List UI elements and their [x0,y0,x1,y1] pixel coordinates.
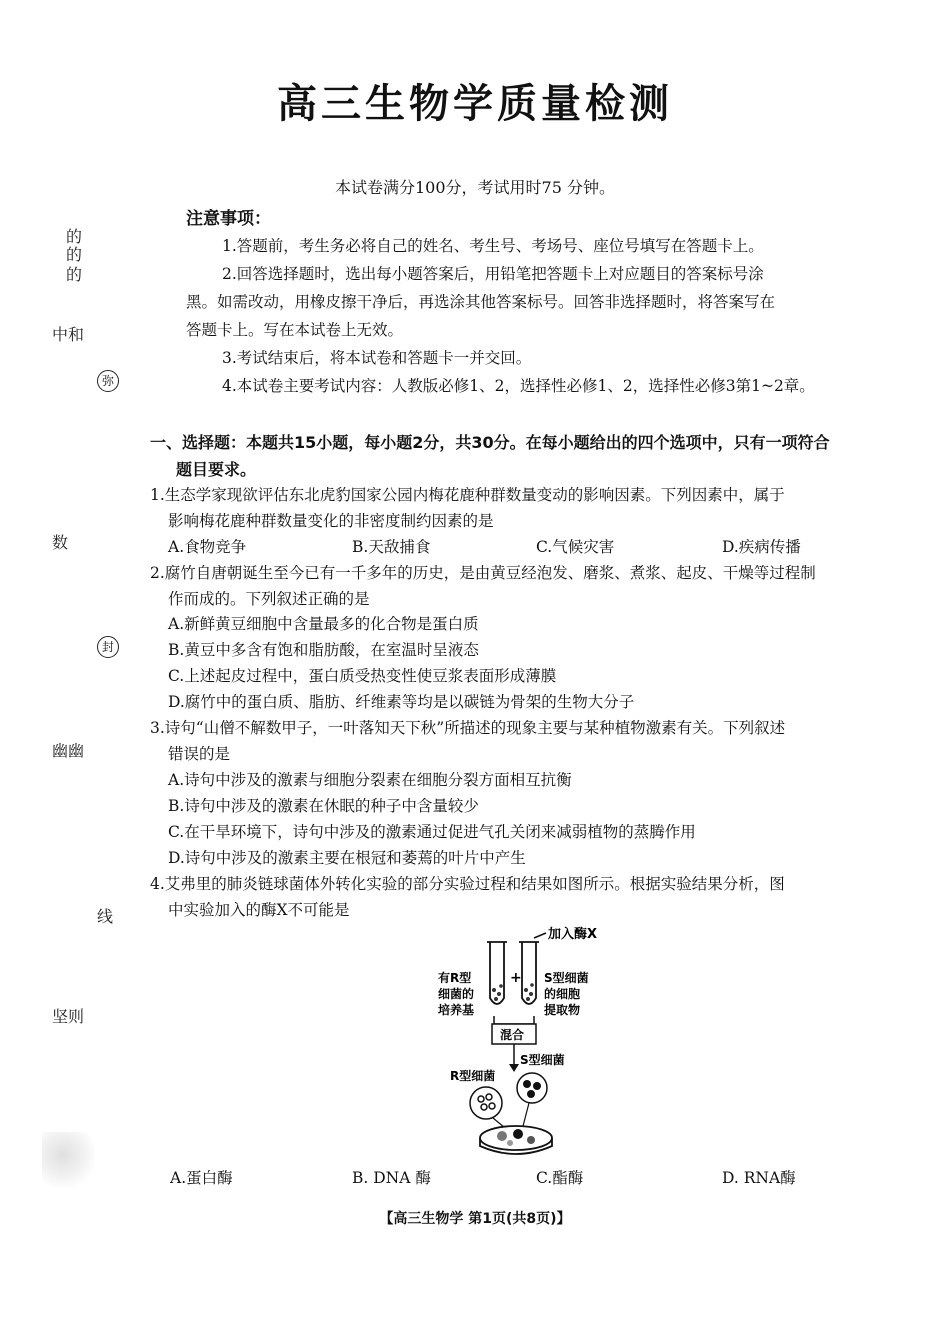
question-4-option-c: C.酯酶 [536,1169,584,1187]
margin-text: 中和 [52,325,85,344]
test-tube-right [522,942,536,1004]
margin-circled-char: 弥 [97,370,119,392]
margin-text: 幽幽 [52,741,85,760]
margin-text: 数 [52,533,69,552]
margin-text: 的 [66,227,83,246]
question-2-stem: 2.腐竹自唐朝诞生至今已有一千多年的历史，是由黄豆经泡发、磨浆、煮浆、起皮、干燥等过程制 [150,564,816,582]
margin-text: 坚则 [52,1007,85,1026]
question-3-option-b: B.诗句中涉及的激素在休眠的种子中含量较少 [168,797,479,815]
question-4-stem: 4.艾弗里的肺炎链球菌体外转化实验的部分实验过程和结果如图所示。根据实验结果分析，图 [150,875,785,893]
margin-text: 的 [66,265,83,284]
question-3-option-c: C.在干旱环境下，诗句中涉及的激素通过促进气孔关闭来减弱植物的蒸腾作用 [168,823,696,841]
question-2-option-a: A.新鲜黄豆细胞中含量最多的化合物是蛋白质 [168,615,479,633]
r-bacteria-label: R型细菌 [450,1069,496,1083]
question-1-option-d: D.疾病传播 [722,538,801,556]
r-medium-label-1: 有R型 [438,971,472,985]
r-colony-zoom [470,1087,502,1119]
question-2-stem-cont: 作而成的。下列叙述正确的是 [168,590,370,608]
enzyme-arrow [534,933,546,938]
question-2-option-c: C.上述起皮过程中，蛋白质受热变性使豆浆表面形成薄膜 [168,667,557,685]
question-4-stem-cont: 中实验加入的酶X不可能是 [168,901,350,919]
question-1-option-c: C.气候灾害 [536,538,615,556]
page-title: 高三生物学质量检测 [277,81,673,127]
s-extract-label-3: 提取物 [544,1003,581,1017]
question-3-stem: 3.诗句“山僧不解数甲子，一叶落知天下秋”所描述的现象主要与某种植物激素有关。下列叙述 [150,719,786,737]
question-1-stem: 1.生态学家现欲评估东北虎豹国家公园内梅花鹿种群数量变动的影响因素。下列因素中，属于 [150,486,785,504]
question-2-option-b: B.黄豆中多含有饱和脂肪酸，在室温时呈液态 [168,641,479,659]
s-bacteria-label: S型细菌 [520,1053,565,1067]
question-1-option-b: B.天敌捕食 [352,538,431,556]
mix-label: 混合 [500,1028,525,1042]
notice-line-2: 2.回答选择题时，选出每小题答案后，用铅笔把答题卡上对应题目的答案标号涂 [222,265,764,283]
notice-line-3: 黑。如需改动，用橡皮擦干净后，再选涂其他答案标号。回答非选择题时，将答案写在 [186,293,776,311]
section-heading-cont: 题目要求。 [176,460,257,479]
margin-text: 的 [66,245,83,264]
scan-smudge [42,1132,94,1190]
question-3-stem-cont: 错误的是 [168,745,231,763]
exam-info: 本试卷满分100分，考试用时75 分钟。 [335,178,615,197]
notice-line-1: 1.答题前，考生务必将自己的姓名、考生号、考场号、座位号填写在答题卡上。 [222,237,764,255]
question-3-option-a: A.诗句中涉及的激素与细胞分裂素在细胞分裂方面相互抗衡 [168,771,572,789]
margin-circled-char: 封 [97,636,119,658]
page-footer: 【高三生物学 第1页(共8页)】 [379,1211,571,1227]
r-medium-label-3: 培养基 [438,1003,475,1017]
s-extract-label-2: 的细胞 [544,987,581,1001]
question-1-stem-cont: 影响梅花鹿种群数量变化的非密度制约因素的是 [168,512,494,530]
test-tube-left [490,942,504,1004]
add-enzyme-label: 加入酶X [548,927,598,942]
s-colony-zoom [517,1073,547,1103]
experiment-diagram [430,920,620,1160]
r-medium-label-2: 细菌的 [438,987,475,1001]
plus-sign: + [510,970,522,986]
margin-text: 线 [97,907,114,926]
s-extract-label-1: S型细菌 [544,971,589,985]
question-3-option-d: D.诗句中涉及的激素主要在根冠和萎蔫的叶片中产生 [168,849,526,867]
section-heading: 一、选择题：本题共15小题，每小题2分，共30分。在每小题给出的四个选项中，只有一项符合 [150,433,830,452]
question-4-option-d: D. RNA酶 [722,1169,796,1187]
question-2-option-d: D.腐竹中的蛋白质、脂肪、纤维素等均是以碳链为骨架的生物大分子 [168,693,635,711]
notice-line-6: 4.本试卷主要考试内容：人教版必修1、2，选择性必修1、2，选择性必修3第1~2章。 [222,377,815,395]
notice-line-5: 3.考试结束后，将本试卷和答题卡一并交回。 [222,349,532,367]
notice-line-4: 答题卡上。写在本试卷上无效。 [186,321,404,339]
question-4-option-a: A.蛋白酶 [170,1169,233,1187]
notice-heading: 注意事项： [186,209,271,229]
question-4-option-b: B. DNA 酶 [352,1169,431,1187]
question-1-option-a: A.食物竞争 [168,538,247,556]
